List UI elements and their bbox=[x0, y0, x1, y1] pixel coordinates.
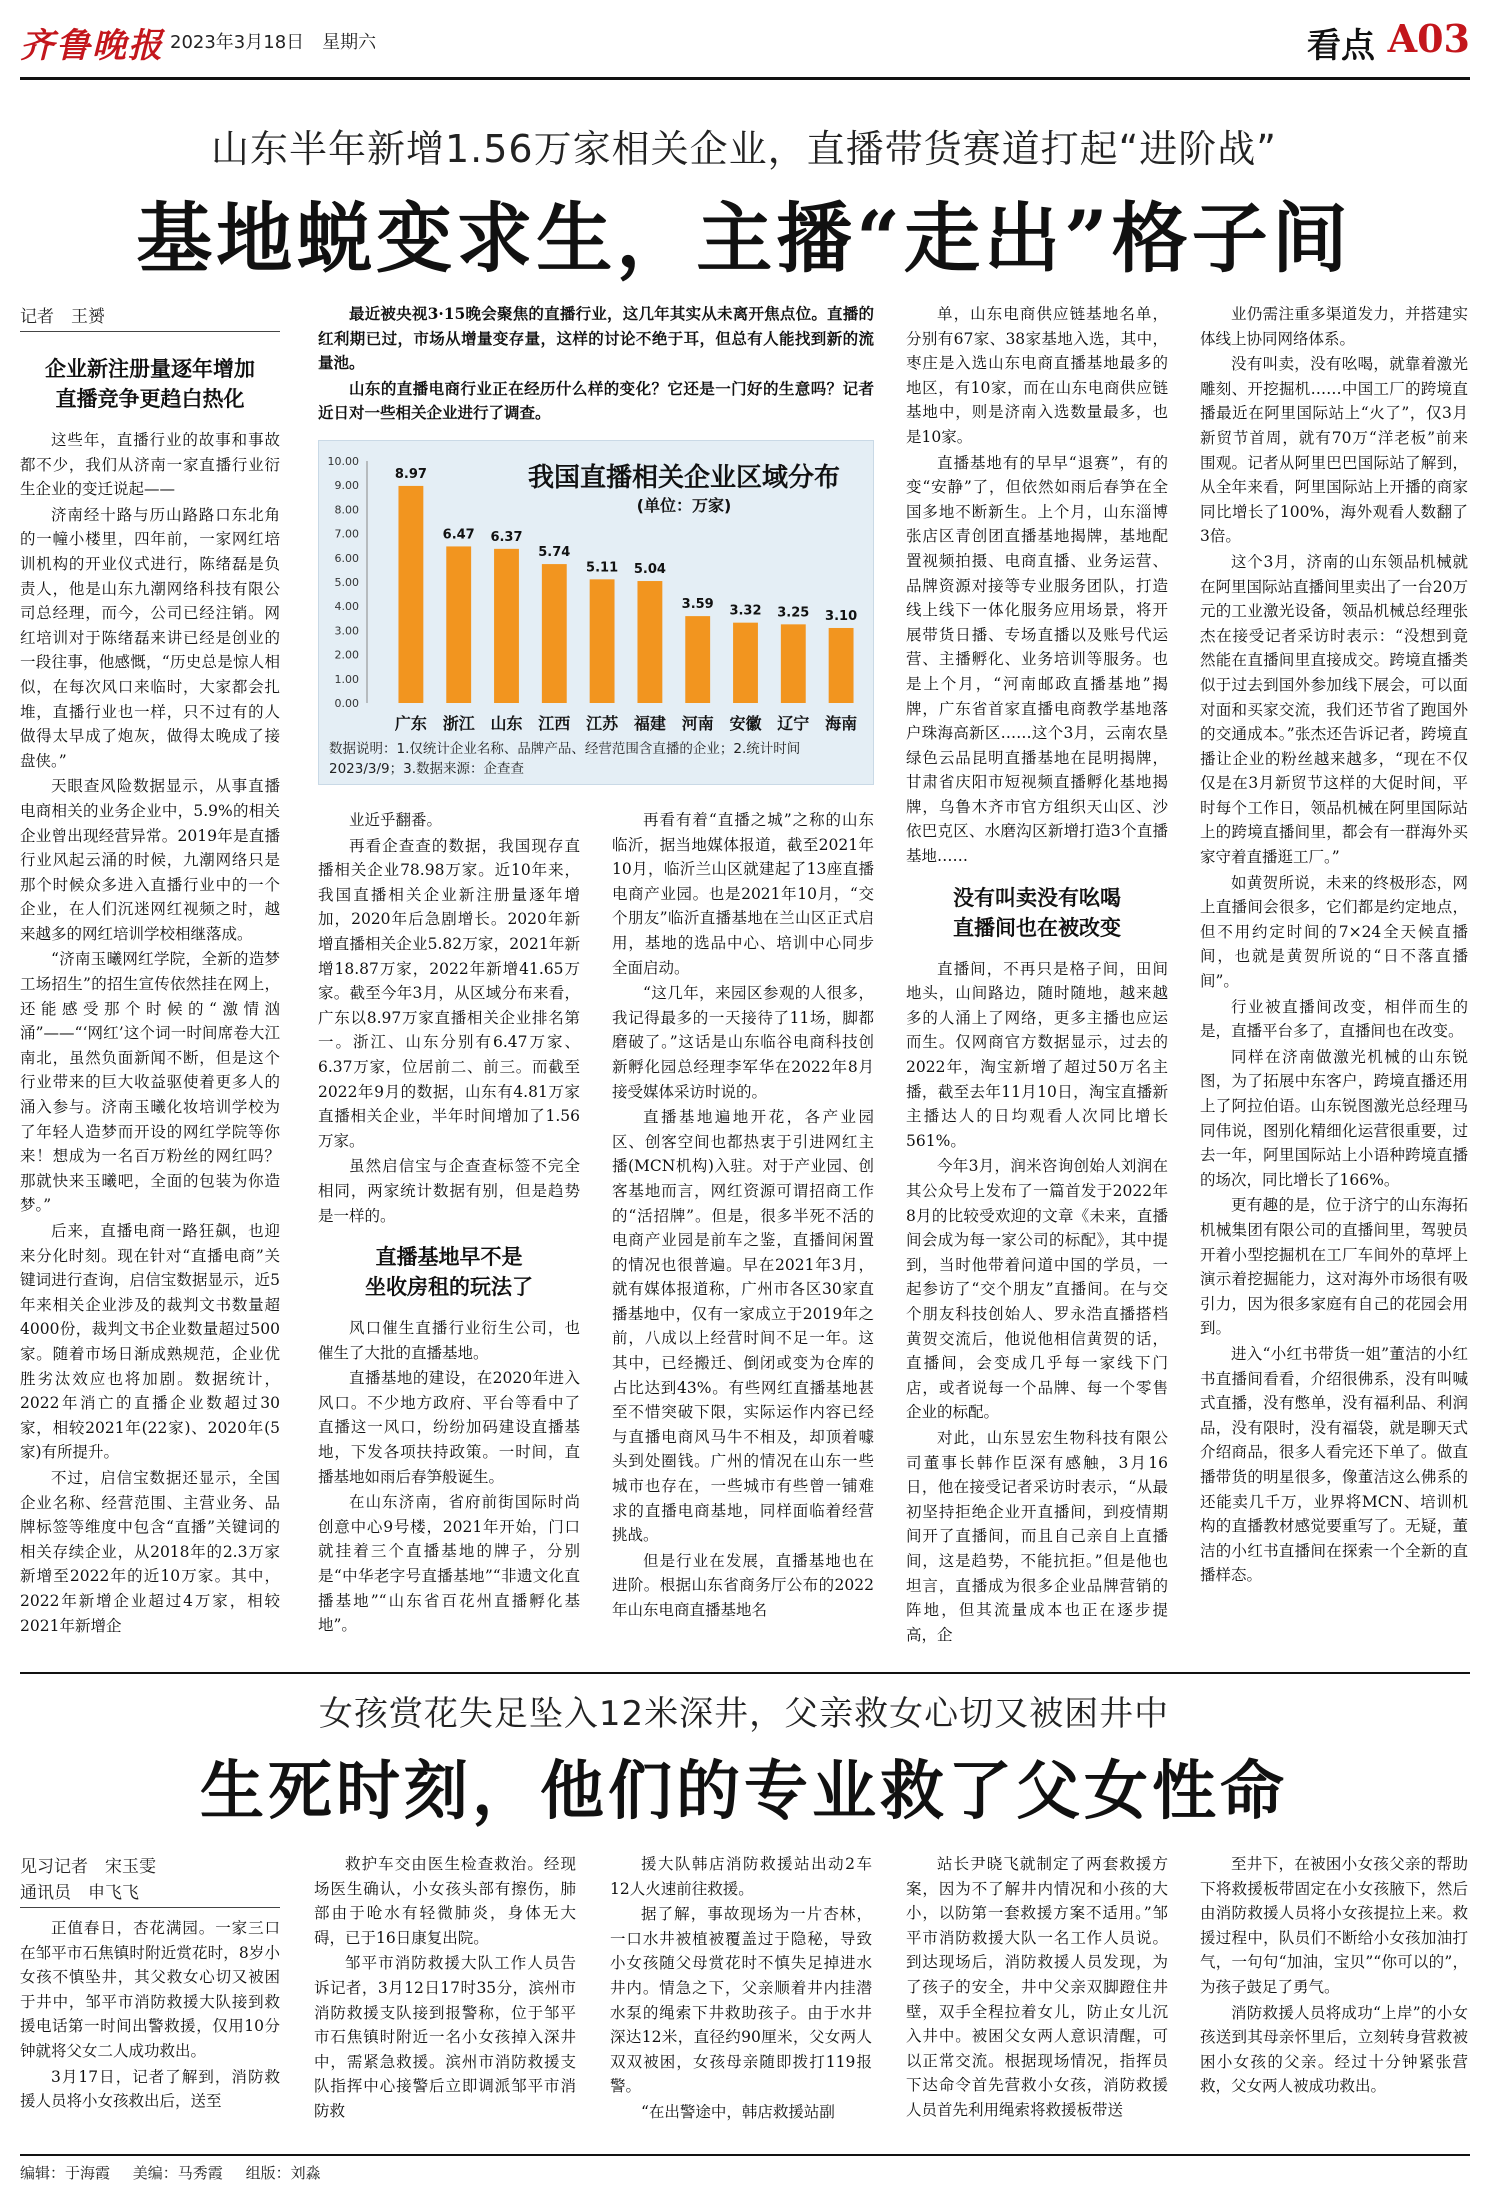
y-tick-label: 3.00 bbox=[334, 624, 359, 638]
bar-江西 bbox=[542, 564, 567, 703]
story-divider bbox=[20, 1672, 1470, 1674]
category-label: 广东 bbox=[394, 714, 427, 733]
story1-col4-body-a bbox=[906, 302, 1168, 869]
paragraph: 直播基地的建设，在2020年进入风口。不少地方政府、平台等看中了直播这一风口，纷纷加码建设直播基地，下发各项扶持政策。一时间，直播基地如雨后春笋般诞生。 bbox=[318, 1369, 580, 1486]
bar-value-label: 6.37 bbox=[490, 529, 523, 545]
newspaper-logo: 齐鲁晚报 bbox=[20, 26, 164, 66]
story1-byline: 记者 王赟 bbox=[20, 302, 280, 332]
y-tick-label: 4.00 bbox=[334, 600, 359, 614]
paragraph: 没有叫卖，没有吆喝，就靠着激光雕刻、开挖掘机……中国工厂的跨境直播最近在阿里国际站上“火了”，仅3月新贸节首周，就有70万“洋老板”前来围观。记者从阿里巴巴国际站了解到，从全年来看，阿里国际站上开播的商家同比增长了100%，海外观看人数翻了3倍。 bbox=[1200, 355, 1468, 546]
bar-value-label: 3.25 bbox=[777, 605, 810, 621]
bar-value-label: 3.59 bbox=[681, 597, 714, 613]
section-name: 看点 bbox=[1307, 26, 1375, 66]
paragraph: 再看企查查的数据，我国现存直播相关企业78.98万家。近10年来，我国直播相关企业新注册量逐年增加，2020年后急剧增长。2020年新增直播相关企业5.82万家，2021年新增18.87万家，2022年新增41.65万家。截至今年3月，从区域分布来看，广东以8.97万家直播相关企业排名第一。浙江、山东分别有6.47万家、6.37万家，位居前二、前三。而截至2022年9月的数据，山东有4.81万家直播相关企业，半年时间增加了1.56万家。 bbox=[318, 836, 580, 1150]
story2-col5-body bbox=[1200, 1852, 1468, 2099]
category-label: 安徽 bbox=[729, 714, 762, 733]
category-label: 山东 bbox=[490, 714, 523, 733]
footer-editor: 编辑：于海霞 bbox=[20, 2164, 111, 2182]
bar-value-label: 3.10 bbox=[825, 608, 858, 624]
y-tick-label: 1.00 bbox=[334, 672, 359, 686]
page-number: A03 bbox=[1387, 16, 1470, 61]
story1-column-5 bbox=[1200, 302, 1468, 1662]
category-label: 浙江 bbox=[442, 714, 475, 733]
paragraph: 山东的直播电商行业正在经历什么样的变化？它还是一门好的生意吗？记者近日对一些相关企业进行了调查。 bbox=[318, 378, 874, 423]
paragraph: 直播基地有的早早“退赛”，有的变“安静”了，但依然如雨后春笋在全国多地不断新生。上个月，山东淄博张店区青创团直播基地揭牌，基地配置视频拍摄、电商直播、业务运营、品牌资源对接等专业服务团队，打造线上线下一体化服务应用场景，将开展带货日播、专场直播以及账号代运营、主播孵化、业务培训等服务。也是上个月，“河南邮政直播基地”揭牌，广东省首家直播电商教学基地落户珠海高新区……这个3月，云南农垦绿色云品昆明直播基地在昆明揭牌，甘肃省庆阳市短视频直播孵化基地揭牌，乌鲁木齐市官方组织天山区、沙依巴克区、水磨沟区新增打造3个直播基地…… bbox=[906, 453, 1168, 866]
paragraph: 援大队韩店消防救援站出动2车12人火速前往救援。 bbox=[610, 1855, 872, 1898]
y-tick-label: 5.00 bbox=[334, 576, 359, 589]
bar-江苏 bbox=[590, 579, 615, 703]
story1-subhead-2: 直播基地早不是 坐收房租的玩法了 bbox=[365, 1244, 533, 1300]
story1-intro bbox=[318, 302, 874, 438]
story2-column-2 bbox=[314, 1852, 576, 2148]
story1-column-1 bbox=[20, 340, 280, 1662]
y-tick-label: 2.00 bbox=[334, 648, 359, 662]
y-tick-label: 0.00 bbox=[334, 697, 359, 710]
story1-intro-body bbox=[318, 302, 874, 426]
paragraph: 今年3月，润米咨询创始人刘润在其公众号上发布了一篇首发于2022年8月的比较受欢迎的文章《未来，直播间会成为每一家公司的标配》，其中提到，当时他带着问道中国的学员，一起参访了“交个朋友”直播间。在与交个朋友科技创始人、罗永浩直播搭档黄贺交流后，他说他相信黄贺的话，直播间，会变成几乎每一家线下门店，或者说每一个品牌、每一个零售企业的标配。 bbox=[906, 1157, 1168, 1422]
paragraph: 业近乎翻番。 bbox=[349, 811, 443, 829]
story1-kicker: 山东半年新增1.56万家相关企业，直播带货赛道打起“进阶战” bbox=[211, 127, 1277, 171]
footer-designer: 美编：马秀霞 bbox=[132, 2164, 223, 2182]
bar-广东 bbox=[398, 486, 423, 703]
paragraph: 这个3月，济南的山东领品机械就在阿里国际站直播间里卖出了一台20万元的工业激光设备，领品机械总经理张杰在接受记者采访时表示：“没想到竟然能在直播间里直接成交。跨境直播类似于过去到国外参加线下展会，可以面对面和买家交流，我们还节省了跑国外的交通成本。”张杰还告诉记者，跨境直播让企业的粉丝越来越多，“现在不仅仅是在3月新贸节这样的大促时间，平时每个工作日，领品机械在阿里国际站上的跨境直播间里，都会有一群海外买家守着直播逛工厂。” bbox=[1200, 552, 1468, 867]
bar-value-label: 3.32 bbox=[729, 603, 762, 619]
bar-福建 bbox=[637, 581, 662, 703]
story1-subhead-1: 企业新注册量逐年增加 直播竞争更趋白热化 bbox=[45, 356, 255, 411]
y-tick-label: 8.00 bbox=[334, 503, 359, 517]
bar-value-label: 5.74 bbox=[538, 545, 571, 561]
paragraph: 至井下，在被困小女孩父亲的帮助下将救援板带固定在小女孩腋下，然后由消防救援人员将小女孩提拉上来。救援过程中，队员们不断给小女孩加油打气，一句句“加油，宝贝”“你可以的”，为孩子鼓足了勇气。 bbox=[1200, 1855, 1468, 1996]
paragraph: 济南经十路与历山路路口东北角的一幢小楼里，四年前，一家网红培训机构的开业仪式进行，陈绪磊是负责人，他是山东九潮网络科技有限公司总经理，而今，公司已经注销。网红培训对于陈绪磊来讲已经是创业的一段往事，他感慨，“历史总是惊人相似，在每次风口来临时，大家都会扎堆，直播行业也一样，只不过有的人做得太早成了炮灰，做得太晚成了接盘侠。” bbox=[20, 505, 280, 770]
paragraph: “济南玉曦网红学院，全新的造梦工场招生”的招生宣传依然挂在网上，还能感受那个时候的“激情汹涌”——“‘网红’这个词一时间席卷大江南北，虽然负面新闻不断，但是这个行业带来的巨大收益驱使着更多人的涌入参与。济南玉曦化妆培训学校为了年轻人造梦而开设的网红学院等你来！想成为一名百万粉丝的网红吗？那就快来玉曦吧，全面的包装为你造梦。” bbox=[20, 950, 280, 1215]
category-label: 辽宁 bbox=[777, 714, 810, 733]
paragraph: 同样在济南做激光机械的山东锐图，为了拓展中东客户，跨境直播还用上了阿拉伯语。山东锐图激光总经理马同伟说，图别化精细化运营很重要，过去一年，阿里国际站上小语种跨境直播的场次，同比增长了166%。 bbox=[1200, 1047, 1468, 1189]
paragraph: 最近被央视3·15晚会聚焦的直播行业，这几年其实从未离开焦点位。直播的红利期已过，市场从增量变存量，这样的讨论不绝于耳，但总有人能找到新的流量池。 bbox=[318, 304, 874, 373]
paragraph: 消防救援人员将成功“上岸”的小女孩送到其母亲怀里后，立刻转身营救被困小女孩的父亲。经过十分钟紧张营救，父女两人被成功救出。 bbox=[1200, 2003, 1468, 2096]
paragraph: 救护车交由医生检查救治。经现场医生确认，小女孩头部有擦伤，肺部由于呛水有轻微肺炎，身体无大碍，已于16日康复出院。 bbox=[314, 1855, 576, 1947]
story1-subhead-3: 没有叫卖没有吆喝 直播间也在被改变 bbox=[953, 884, 1121, 940]
page-footer bbox=[20, 2154, 1470, 2183]
paragraph: 对此，山东昱宏生物科技有限公司董事长韩作臣深有感触，3月16日，他在接受记者采访时表示，“从最初坚持拒绝企业开直播间，到疫情期间开了直播间，而且自己亲自上直播间，这是趋势，不能抗拒。”但是他也坦言，直播成为很多企业品牌营销的阵地，但其流量成本也正在逐步提高，企 bbox=[906, 1428, 1168, 1644]
story2-column-1 bbox=[20, 1916, 280, 2148]
paragraph: 再看有着“直播之城”之称的山东临沂，据当地媒体报道，截至2021年10月，临沂兰山区就建起了13座直播电商产业园。也是2021年10月，“交个朋友”临沂直播基地在兰山区正式启用，基地的选品中心、培训中心同步全面启动。 bbox=[612, 811, 874, 977]
story2-headline: 生死时刻，他们的专业救了父女性命 bbox=[200, 1754, 1288, 1829]
story2-byline-correspondent: 通讯员 申飞飞 bbox=[20, 1878, 280, 1908]
paragraph: 行业被直播间改变，相伴而生的是，直播平台多了，直播间也在改变。 bbox=[1200, 997, 1468, 1041]
paragraph: 但是行业在发展，直播基地也在进阶。根据山东省商务厅公布的2022年山东电商直播基地名 bbox=[612, 1551, 874, 1619]
bar-海南 bbox=[829, 628, 854, 703]
paragraph: 据了解，事故现场为一片杏林，一口水井被植被覆盖过于隐秘，导致小女孩随父母赏花时不慎失足掉进水井内。情急之下，父亲顺着井内挂潜水泵的绳索下井救助孩子。由于水井深达12米，直径约90厘米，父女两人双双被困，女孩母亲随即拨打119报警。 bbox=[610, 1905, 872, 2096]
story2-col4-body bbox=[906, 1852, 1168, 2123]
paragraph: 后来，直播电商一路狂飙，也迎来分化时刻。现在针对“直播电商”关键词进行查询，启信宝数据显示，近5年来相关企业涉及的裁判文书数量超4000份，裁判文书企业数量超过500家。随着市场日渐成熟规范，企业优胜劣汰效应也将加剧。数据统计，2022年消亡的直播企业数超过30家，相较2021年(22家)、2020年(5家)有所提升。 bbox=[20, 1222, 280, 1462]
story1-headline: 基地蜕变求生，主播“走出”格子间 bbox=[136, 194, 1352, 283]
bar-辽宁 bbox=[781, 624, 806, 703]
bar-chart bbox=[318, 440, 874, 785]
story2-col3-body bbox=[610, 1852, 872, 2125]
paragraph: 直播间，不再只是格子间，田间地头，山间路边，随时随地，越来越多的人涌上了网络，更多主播也应运而生。仅网商官方数据显示，过去的2022年，淘宝新增了超过50万名主播，截至去年11月10日，淘宝直播新主播达人的日均观看人次同比增长561%。 bbox=[906, 959, 1168, 1150]
y-tick-label: 9.00 bbox=[334, 479, 359, 493]
category-label: 江苏 bbox=[586, 714, 619, 733]
category-label: 福建 bbox=[633, 714, 666, 733]
story1-col4-body-b bbox=[906, 957, 1168, 1648]
paragraph: 虽然启信宝与企查查标签不完全相同，两家统计数据有别，但是趋势是一样的。 bbox=[318, 1157, 580, 1225]
story1-column-4 bbox=[906, 302, 1168, 1662]
category-label: 江西 bbox=[538, 714, 571, 733]
paragraph: 天眼查风险数据显示，从事直播电商相关的业务企业中，5.9%的相关企业曾出现经营异常。2019年是直播行业风起云涌的时候，九潮网络只是那个时候众多进入直播行业中的一个企业，在人们沉迷网红视频之时，越来越多的网红培训学校相继落成。 bbox=[20, 777, 280, 943]
y-tick-label: 6.00 bbox=[334, 551, 359, 565]
story1-col1-body bbox=[20, 428, 280, 1638]
paragraph: 站长尹晓飞就制定了两套救援方案，因为不了解井内情况和小孩的大小，以防第一套救援方案不适用。”邹平市消防救援大队一名工作人员说。到达现场后，消防救援人员发现，为了孩子的安全，井中父亲双脚蹬住井壁，双手全程拉着女儿，防止女儿沉入井中。被困父女两人意识清醒，可以正常交流。根据现场情况，指挥员下达命令首先营救小女孩，消防救援人员首先利用绳索将救援板带送 bbox=[906, 1855, 1168, 2119]
paragraph: 更有趣的是，位于济宁的山东海拓机械集团有限公司的直播间里，驾驶员开着小型挖掘机在工厂车间外的草坪上演示着挖掘能力，这对海外市场很有吸引力，因为很多家庭有自己的花园会用到。 bbox=[1200, 1196, 1468, 1338]
story2-column-5 bbox=[1200, 1852, 1468, 2148]
chart-title: 我国直播相关企业区域分布 bbox=[527, 463, 840, 493]
issue-date: 2023年3月18日 星期六 bbox=[170, 32, 377, 53]
paragraph: 不过，启信宝数据还显示，全国企业名称、经营范围、主营业务、品牌标签等维度中包含“直播”关键词的相关存续企业，从2018年的2.3万家新增至2022年的近10万家。其中，2022年新增企业超过4万家，相较2021年新增企 bbox=[20, 1468, 280, 1635]
paragraph: 3月17日，记者了解到，消防救援人员将小女孩救出后，送至 bbox=[20, 2067, 280, 2111]
bar-安徽 bbox=[733, 623, 758, 703]
story1-col3-body bbox=[612, 808, 874, 1623]
paragraph: 风口催生直播行业衍生公司，也催生了大批的直播基地。 bbox=[318, 1319, 580, 1362]
bar-山东 bbox=[494, 549, 519, 703]
category-label: 河南 bbox=[681, 714, 714, 733]
bar-value-label: 8.97 bbox=[394, 466, 427, 482]
chart-subtitle: (单位：万家) bbox=[636, 496, 732, 515]
bar-value-label: 5.04 bbox=[633, 562, 666, 578]
story1-col2-body-a bbox=[318, 808, 580, 1228]
story1-column-2 bbox=[318, 808, 580, 1662]
category-label: 海南 bbox=[825, 714, 858, 733]
bar-浙江 bbox=[446, 546, 471, 703]
story2-col2-body bbox=[314, 1852, 576, 2124]
story2-column-3 bbox=[610, 1852, 872, 2148]
bar-value-label: 6.47 bbox=[442, 527, 475, 543]
chart-note: 数据说明：1.仅统计企业名称、品牌产品、经营范围含直播的企业；2.统计时间2023/3/9；3.数据来源：企查查 bbox=[329, 741, 801, 777]
story2-byline-reporter: 见习记者 宋玉雯 bbox=[20, 1857, 156, 1877]
story1-col5-body bbox=[1200, 302, 1468, 1588]
paragraph: 这些年，直播行业的故事和事故都不少，我们从济南一家直播行业衍生企业的变迁说起—— bbox=[20, 431, 280, 499]
paragraph: “这几年，来园区参观的人很多，我记得最多的一天接待了11场，脚都磨破了。”这话是山东临谷电商科技创新孵化园总经理李军华在2022年8月接受媒体采访时说的。 bbox=[612, 984, 874, 1101]
footer-proof: 组版：刘淼 bbox=[245, 2164, 321, 2182]
paragraph: 正值春日，杏花满园。一家三口在邹平市石焦镇时附近赏花时，8岁小女孩不慎坠井，其父救女心切又被困于井中，邹平市消防救援大队接到救援电话第一时间出警救援，仅用10分钟就将父女二人成功救出。 bbox=[20, 1919, 280, 2060]
y-tick-label: 7.00 bbox=[334, 527, 359, 541]
story2-column-4 bbox=[906, 1852, 1168, 2148]
paragraph: 在山东济南，省府前街国际时尚创意中心9号楼，2021年开始，门口就挂着三个直播基地的牌子，分别是“中华老字号直播基地”“非遗文化直播基地”“山东省百花州直播孵化基地”。 bbox=[318, 1493, 580, 1635]
paragraph: 进入“小红书带货一姐”董洁的小红书直播间看看，介绍很佛系，没有叫喊式直播，没有憋单，没有福利品、利润品，没有限时，没有福袋，就是聊天式介绍商品，很多人看完还下单了。做直播带货的明星很多，像董洁这么佛系的还能卖几千万，业界将MCN、培训机构的直播教材感觉要重写了。无疑，董洁的小红书直播间在探索一个全新的直播样态。 bbox=[1200, 1344, 1468, 1585]
masthead bbox=[20, 10, 1470, 80]
story1-col2-body-b bbox=[318, 1316, 580, 1638]
paragraph: 直播基地遍地开花，各产业园区、创客空间也都热衷于引进网红主播(MCN机构)入驻。对于产业园、创客基地而言，网红资源可谓招商工作的“活招牌”。但是，很多半死不活的电商产业园是前车之鉴，直播间闲置的情况也很普遍。早在2021年3月，就有媒体报道称，广州市各区30家直播基地中，仅有一家成立于2019年之前，八成以上经营时间不足一年。这其中，已经搬迁、倒闭或变为仓库的占比达到43%。有些网红直播基地甚至不惜突破下限，实际运作内容已经与直播电商风马牛不相及，却顶着噱头到处圈钱。广州的情况在山东一些城市也存在，一些城市有些曾一铺难求的直播电商基地，同样面临着经营挑战。 bbox=[612, 1108, 874, 1545]
story2-kicker: 女孩赏花失足坠入12米深井，父亲救女心切又被困井中 bbox=[318, 1694, 1170, 1734]
bar-value-label: 5.11 bbox=[586, 560, 619, 576]
paragraph: “在出警途中，韩店救援站副 bbox=[641, 2102, 835, 2121]
paragraph: 如黄贺所说，未来的终极形态，网上直播间会很多，它们都是约定地点，但不用约定时间的7×24全天候直播间，也就是黄贺所说的“日不落直播间”。 bbox=[1200, 873, 1468, 991]
paragraph: 业仍需注重多渠道发力，并搭建实体线上协同网络体系。 bbox=[1200, 305, 1468, 348]
paragraph: 邹平市消防救援大队工作人员告诉记者，3月12日17时35分，滨州市消防救援支队接到报警称，位于邹平市石焦镇时附近一名小女孩掉入深井中，需紧急救援。滨州市消防救援支队指挥中心接警后立即调派邹平市消防救 bbox=[314, 1954, 576, 2120]
y-tick-label: 10.00 bbox=[327, 455, 359, 468]
story1-column-3 bbox=[612, 808, 874, 1662]
paragraph: 单，山东电商供应链基地名单，分别有67家、38家基地入选，其中，枣庄是入选山东电商直播基地最多的地区，有10家，而在山东电商供应链基地中，则是济南入选数量最多，也是10家。 bbox=[906, 305, 1168, 446]
story2-col1-body bbox=[20, 1916, 280, 2114]
bar-河南 bbox=[685, 616, 710, 703]
